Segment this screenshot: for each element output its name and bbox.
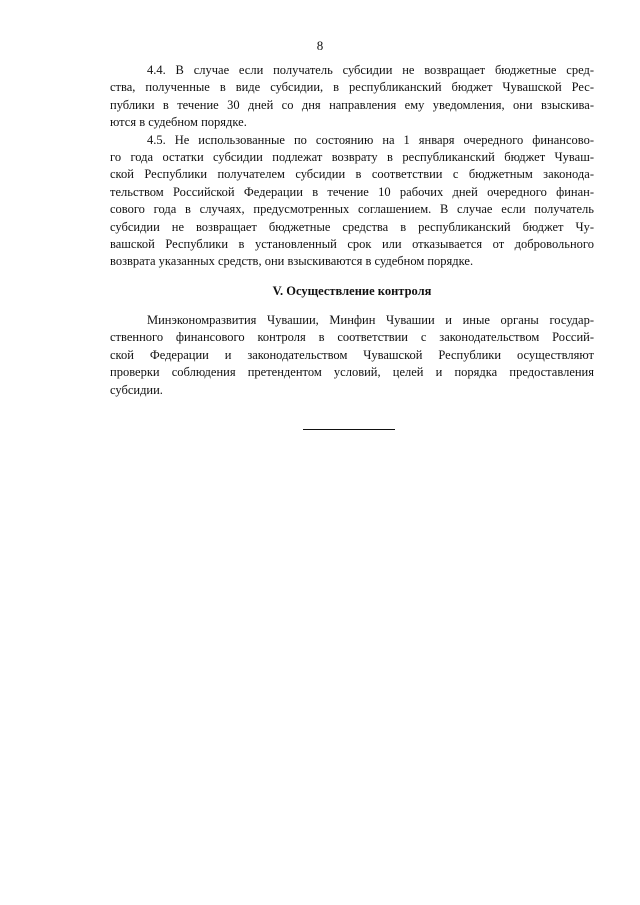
text-line: субсидии не возвращает бюджетные средства в республиканский бюджет Чу-	[110, 219, 594, 234]
text-line: 4.4. В случае если получатель субсидии не возвращает бюджетные сред-	[147, 63, 594, 77]
paragraph-4-5	[110, 132, 594, 271]
end-separator-line	[303, 429, 395, 430]
text-line: сового года в случаях, предусмотренных соглашением. В случае если получатель	[110, 202, 594, 217]
text-line: вашской Республики в установленный срок или отказывается от добровольного	[110, 236, 594, 251]
text-line: 4.5. Не использованные по состоянию на 1 января очередного финансово-	[147, 132, 594, 147]
text-line: возврата указанных средств, они взыскиваются в судебном порядке.	[110, 254, 474, 269]
text-line: ской Республики получателем субсидии в соответствии с бюджетным законода-	[110, 167, 594, 182]
text-line: го года остатки субсидии подлежат возврату в республиканский бюджет Чуваш-	[110, 149, 594, 164]
document-body	[110, 62, 594, 399]
text-line: публики в течение 30 дней со дня направления ему уведомления, они взыскива-	[110, 97, 594, 112]
text-line: проверки соблюдения претендентом условий, целей и порядка предоставления	[110, 365, 594, 380]
section-heading: V. Осуществление контроля	[272, 283, 432, 298]
text-line: ственного финансового контроля в соответствии с законодательством Россий-	[110, 330, 594, 345]
text-line: Минэкономразвития Чувашии, Минфин Чувашии и иные органы государ-	[147, 313, 594, 328]
paragraph-5	[110, 312, 594, 399]
text-line: ской Федерации и законодательством Чувашской Республики осуществляют	[110, 347, 594, 362]
paragraph-4-4	[110, 62, 594, 132]
text-line: тельством Российской Федерации в течение 10 рабочих дней очередного финан-	[110, 184, 594, 199]
text-line: субсидии.	[110, 382, 163, 397]
text-line: ются в судебном порядке.	[110, 115, 247, 130]
page-number: 8	[316, 38, 324, 53]
text-line: ства, полученные в виде субсидии, в республиканский бюджет Чувашской Рес-	[110, 80, 594, 95]
